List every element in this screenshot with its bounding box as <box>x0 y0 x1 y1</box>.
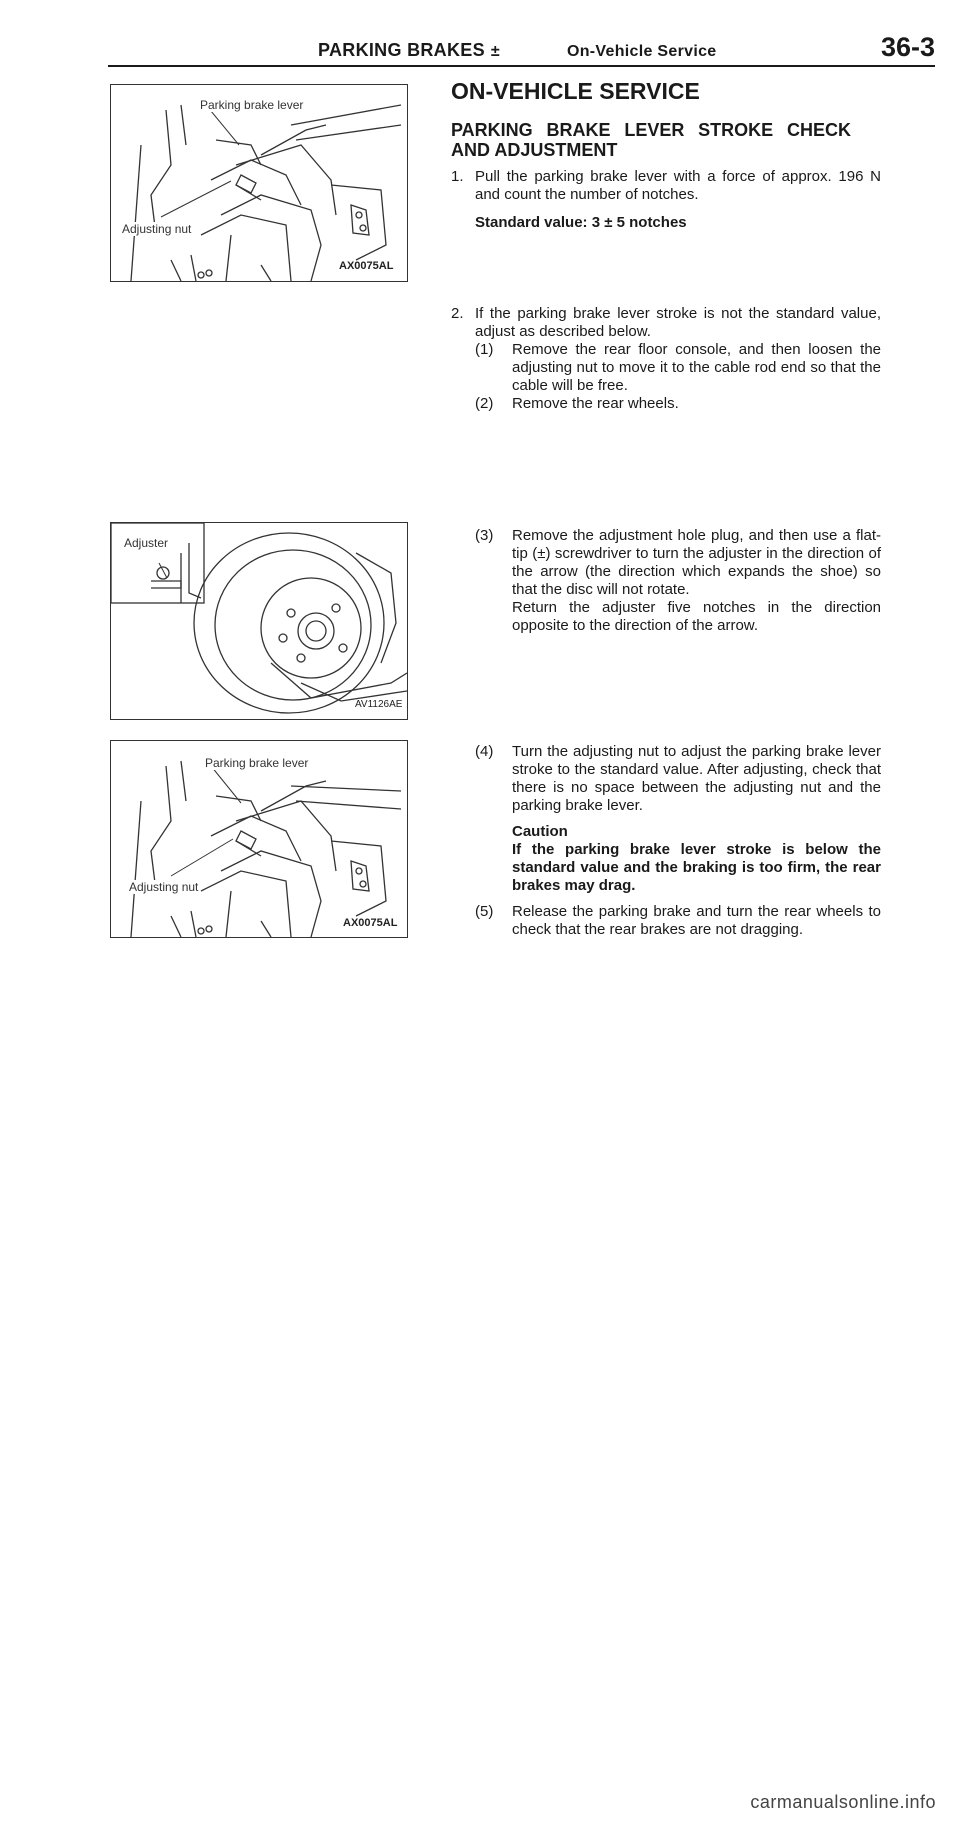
page-number: 36-3 <box>880 32 935 62</box>
substep-4-number: (4) <box>475 743 494 760</box>
page-header <box>0 30 960 66</box>
step-1 <box>451 168 881 232</box>
watermark: carmanualsonline.info <box>750 1792 936 1812</box>
parking-brake-lever-illustration <box>111 741 407 937</box>
figure-label-parking-brake-lever: Parking brake lever <box>200 98 304 112</box>
section-title: ON-VEHICLE SERVICE <box>451 78 700 104</box>
figure-adjuster <box>110 522 408 720</box>
step-2-number: 2. <box>451 305 464 322</box>
header-separator: ± <box>490 43 500 60</box>
step-2 <box>451 305 881 413</box>
section-heading <box>451 78 881 104</box>
figure-parking-brake-lever-1 <box>110 84 408 282</box>
step-1-number: 1. <box>451 168 464 185</box>
figure-code: AX0075AL <box>339 260 394 272</box>
substep-1 <box>451 341 881 395</box>
step-2-text: If the parking brake lever stroke is not the standard value, adjust as described below. <box>475 305 881 340</box>
figure-label-adjuster: Adjuster <box>124 536 169 550</box>
substep-2-number: (2) <box>475 395 494 412</box>
substep-3-text: Remove the adjustment hole plug, and then use a flat-tip (±) screwdriver to turn the adjuster in the direction of the arrow (the direction which expands the shoe) so that the disc will not rotate. <box>512 527 881 598</box>
substep-3-number: (3) <box>475 527 494 544</box>
subsection-title: PARKING BRAKE LEVER STROKE CHECK AND ADJUSTMENT <box>451 120 851 160</box>
substep-3-block <box>451 527 881 635</box>
header-rule <box>108 65 935 67</box>
substep-2-text: Remove the rear wheels. <box>512 395 679 412</box>
caution-text: If the parking brake lever stroke is below the standard value and the braking is too firm, the rear brakes may drag. <box>512 841 881 894</box>
substep-2 <box>451 395 881 413</box>
header-section-name: PARKING BRAKES <box>318 40 485 60</box>
caution-title: Caution <box>512 823 568 840</box>
figure-code: AX0075AL <box>343 917 398 929</box>
substep-4 <box>451 743 881 815</box>
figure-label-parking-brake-lever: Parking brake lever <box>205 756 309 770</box>
substep-3-note: Return the adjuster five notches in the direction opposite to the direction of the arrow. <box>512 599 881 634</box>
parking-brake-lever-illustration <box>111 85 407 281</box>
rear-brake-disc-illustration <box>111 523 407 719</box>
header-subsection-name: On-Vehicle Service <box>566 43 717 60</box>
figure-parking-brake-lever-2 <box>110 740 408 938</box>
substep-5-number: (5) <box>475 903 494 920</box>
subsection-heading <box>451 120 851 160</box>
standard-value: Standard value: 3 ± 5 notches <box>475 214 687 231</box>
figure-label-adjusting-nut: Adjusting nut <box>129 880 199 894</box>
substep-5-text: Release the parking brake and turn the rear wheels to check that the rear brakes are not dragging. <box>512 903 881 938</box>
substep-1-text: Remove the rear floor console, and then loosen the adjusting nut to move it to the cable rod end so that the cable will be free. <box>512 341 881 394</box>
header-title <box>318 40 716 61</box>
substep-4-text: Turn the adjusting nut to adjust the parking brake lever stroke to the standard value. After adjusting, check that there is no space between the adjusting nut and the parking brake lever. <box>512 743 881 814</box>
figure-code: AV1126AE <box>355 699 403 710</box>
figure-label-adjusting-nut: Adjusting nut <box>122 222 192 236</box>
substep-3 <box>451 527 881 599</box>
substep-4-5-block <box>451 743 881 939</box>
step-1-text: Pull the parking brake lever with a force of approx. 196 N and count the number of notches. <box>475 168 881 203</box>
substep-1-number: (1) <box>475 341 494 358</box>
substep-5 <box>451 903 881 939</box>
